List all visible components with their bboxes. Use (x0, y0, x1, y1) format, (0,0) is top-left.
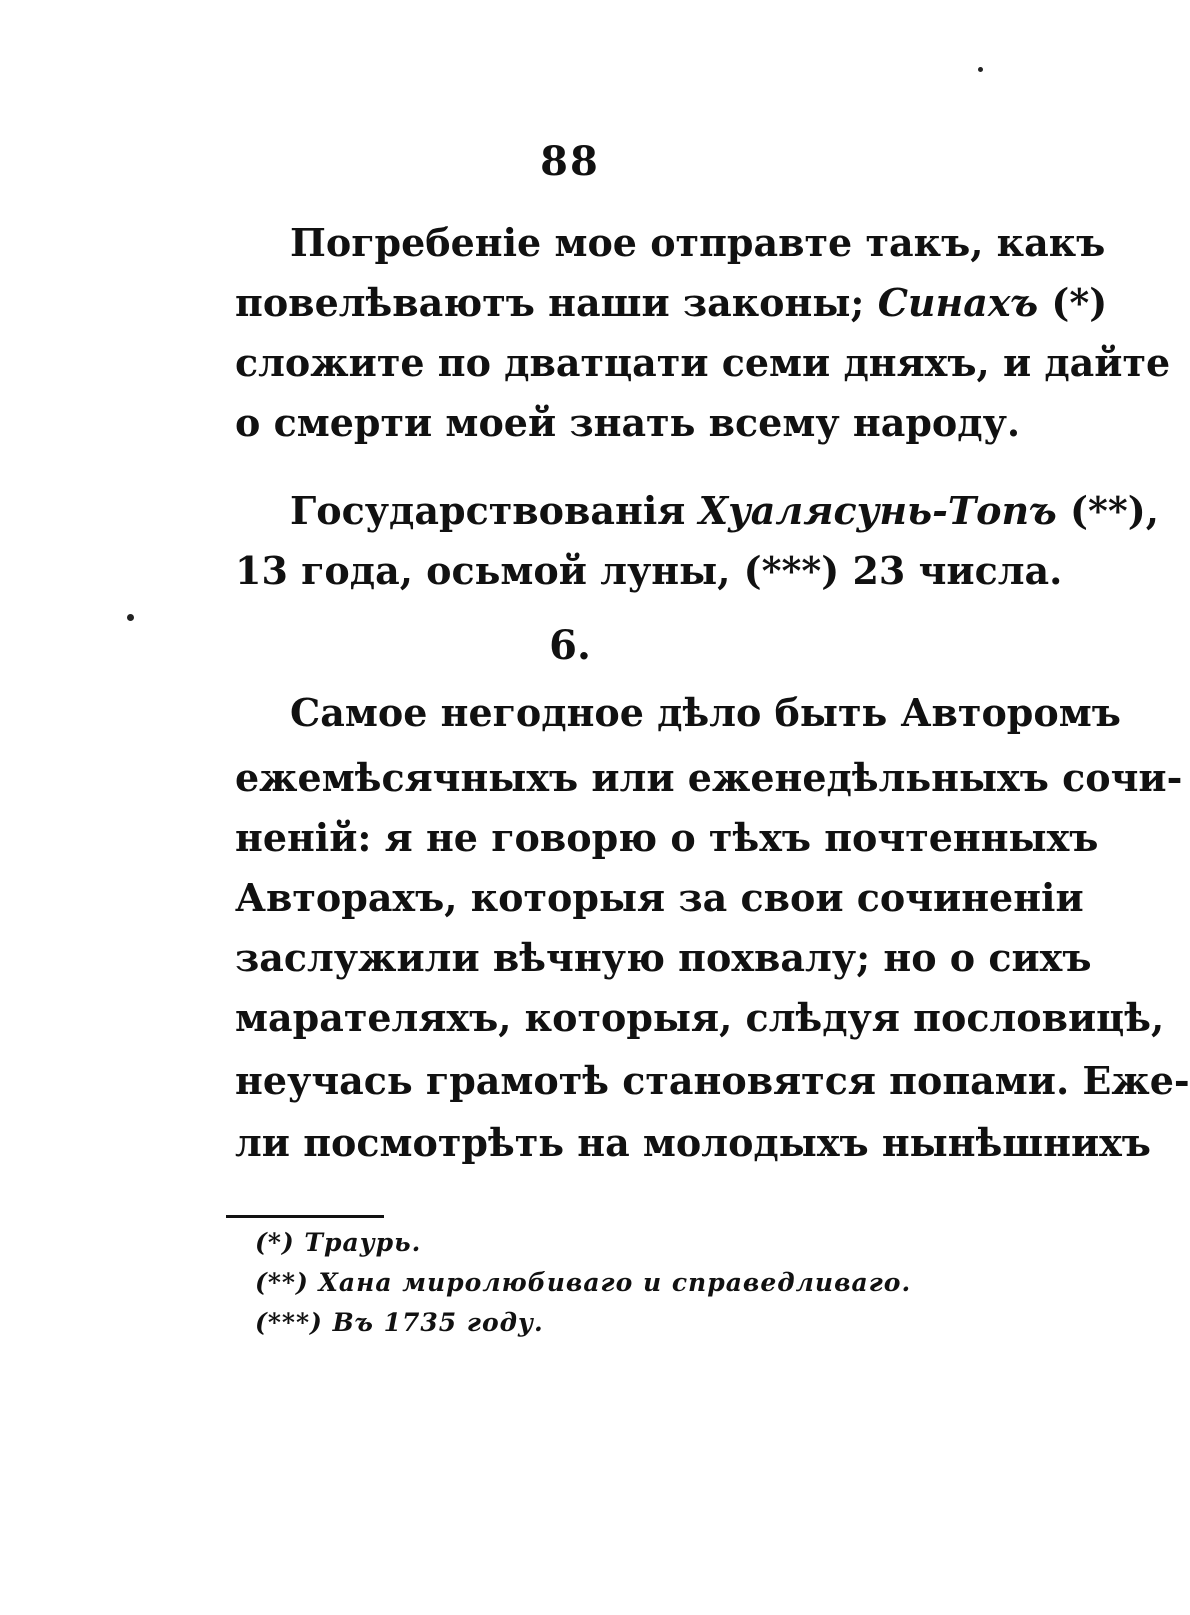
footnote-2: (**) Хана миролюбиваго и справедливаго. (255, 1268, 912, 1297)
paragraph-1-line-2-start: повелѣваютъ наши законы; (235, 280, 865, 325)
paragraph-2-line-1 (290, 488, 1159, 533)
footnote-1: (*) Траурь. (255, 1228, 422, 1257)
paragraph-2-line-1-start: Государствованія (290, 488, 686, 533)
paragraph-3-line-6: марателяхъ, которыя, слѣдуя пословицѣ, (235, 995, 1165, 1040)
paragraph-1-line-4: о смерти моей знать всему народу. (235, 400, 1021, 445)
footnote-divider (226, 1215, 384, 1218)
paragraph-2-line-2: 13 года, осьмой луны, (***) 23 числа. (235, 548, 1063, 593)
paragraph-1-line-1: Погребеніе мое отправте такъ, какъ (290, 220, 1106, 265)
paragraph-1-line-2-italic: Синахъ (877, 280, 1039, 325)
paragraph-1-line-2 (235, 280, 1108, 325)
footnote-ref-1: (*) (1051, 280, 1108, 325)
print-speck (978, 67, 983, 72)
paragraph-1-line-3: сложите по дватцати семи дняхъ, и дайте (235, 340, 1171, 385)
paragraph-3-line-8: ли посмотрѣть на молодыхъ нынѣшнихъ (235, 1120, 1151, 1165)
paragraph-3-line-7: неучась грамотѣ становятся попами. Еже- (235, 1058, 1190, 1103)
page-number: 88 (540, 138, 600, 185)
footnote-ref-2: (**), (1070, 488, 1159, 533)
section-number: 6. (549, 622, 591, 669)
paragraph-3-line-5: заслужили вѣчную похвалу; но о сихъ (235, 935, 1092, 980)
paragraph-3-line-3: неній: я не говорю о тѣхъ почтенныхъ (235, 815, 1099, 860)
footnote-3: (***) Въ 1735 году. (255, 1308, 544, 1337)
print-speck (127, 614, 134, 621)
paragraph-3-line-1: Самое негодное дѣло быть Авторомъ (290, 690, 1121, 735)
paragraph-2-line-1-italic: Хуалясунь-Топъ (698, 488, 1057, 533)
paragraph-3-line-4: Авторахъ, которыя за свои сочиненіи (235, 875, 1084, 920)
paragraph-3-line-2: ежемѣсячныхъ или еженедѣльныхъ сочи- (235, 755, 1183, 800)
